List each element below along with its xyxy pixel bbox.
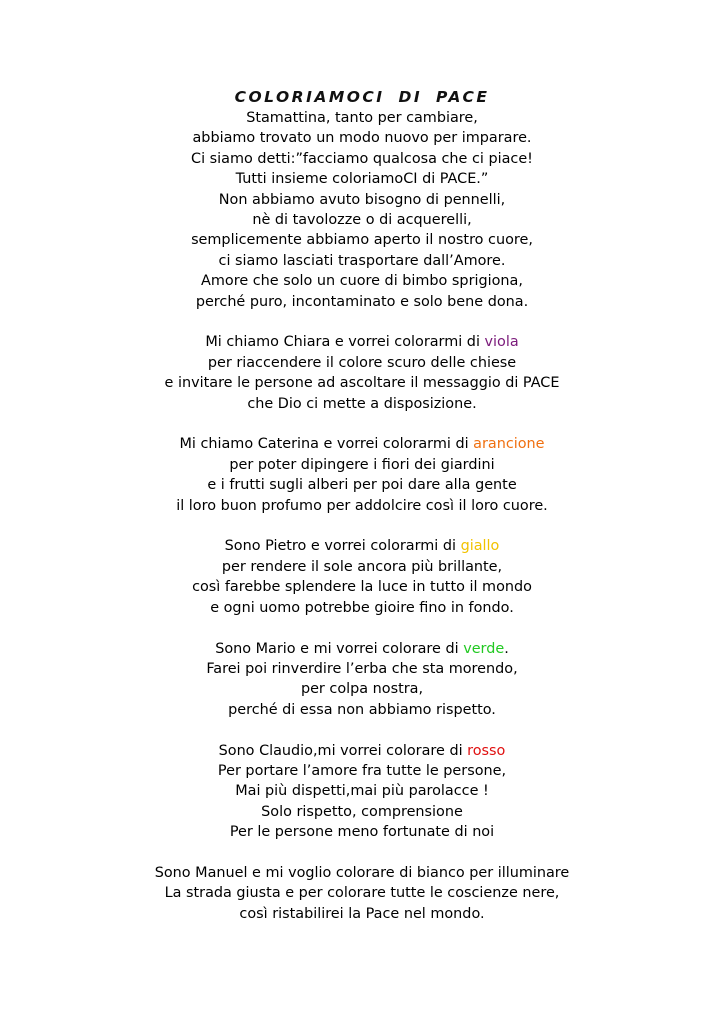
poem-title: COLORIAMOCI DI PACE <box>234 88 490 106</box>
color-word-giallo: giallo <box>460 538 500 555</box>
stanza-pietro <box>0 536 724 618</box>
poem-line: Sono Manuel e mi voglio colorare di bianco per illuminare <box>154 864 570 881</box>
poem-line: che Dio ci mette a disposizione. <box>247 395 477 412</box>
poem-line: per poter dipingere i fiori dei giardini <box>229 456 495 473</box>
poem-line: Per le persone meno fortunate di noi <box>229 824 495 841</box>
line-text: Mi chiamo Chiara e vorrei colorarmi di <box>205 334 485 351</box>
line-text: . <box>504 640 509 657</box>
poem-line: Stamattina, tanto per cambiare, <box>246 110 478 126</box>
poem-line <box>0 639 724 659</box>
poem-line: semplicemente abbiamo aperto il nostro cuore, <box>191 232 533 249</box>
poem-line: Per portare l’amore fra tutte le persone, <box>217 762 507 779</box>
stanza-caterina <box>0 434 724 516</box>
stanza-intro <box>0 108 724 312</box>
poem-line: Solo rispetto, comprensione <box>261 803 463 820</box>
poem-line: Mai più dispetti,mai più parolacce ! <box>235 783 489 800</box>
poem-line <box>0 332 724 352</box>
poem-line: perché puro, incontaminato e solo bene dona. <box>195 293 529 310</box>
poem-line: La strada giusta e per colorare tutte le coscienze nere, <box>164 885 560 902</box>
color-word-verde: verde <box>463 640 505 657</box>
poem-line: abbiamo trovato un modo nuovo per imparare. <box>192 130 532 147</box>
poem-line: per colpa nostra, <box>300 681 424 698</box>
poem-line <box>0 536 724 556</box>
poem-line: per rendere il sole ancora più brillante, <box>221 558 503 575</box>
poem-line: così ristabilirei la Pace nel mondo. <box>239 905 485 922</box>
line-text: Sono Claudio,mi vorrei colorare di <box>218 742 468 759</box>
poem-line: e ogni uomo potrebbe gioire fino in fondo. <box>210 599 514 616</box>
line-text: Sono Mario e mi vorrei colorare di <box>215 640 464 657</box>
poem-line: Non abbiamo avuto bisogno di pennelli, <box>218 191 506 208</box>
poem-line: nè di tavolozze o di acquerelli, <box>252 212 472 229</box>
stanza-claudio <box>0 741 724 843</box>
poem-line: così farebbe splendere la luce in tutto il mondo <box>192 579 532 596</box>
stanza-manuel <box>0 863 724 924</box>
poem <box>0 86 724 945</box>
color-word-viola: viola <box>484 334 519 351</box>
color-word-rosso: rosso <box>467 742 506 759</box>
poem-line <box>0 434 724 454</box>
line-text: Mi chiamo Caterina e vorrei colorarmi di <box>179 436 474 453</box>
poem-line: Ci siamo detti:”facciamo qualcosa che ci piace! <box>191 150 533 167</box>
poem-line: e i frutti sugli alberi per poi dare alla gente <box>207 477 517 494</box>
poem-line <box>0 741 724 761</box>
poem-line: ci siamo lasciati trasportare dall’Amore. <box>218 252 506 269</box>
poem-line: per riaccendere il colore scuro delle chiese <box>207 354 517 371</box>
line-text: Sono Pietro e vorrei colorarmi di <box>224 538 461 555</box>
poem-line: Tutti insieme coloriamoCI di PACE.” <box>235 171 489 188</box>
poem-line: il loro buon profumo per addolcire così il loro cuore. <box>176 497 548 514</box>
poem-line: e invitare le persone ad ascoltare il messaggio di PACE <box>164 375 560 392</box>
poem-line: Farei poi rinverdire l’erba che sta morendo, <box>206 660 518 677</box>
stanza-chiara <box>0 332 724 414</box>
color-word-arancione: arancione <box>473 436 545 453</box>
stanza-mario <box>0 639 724 721</box>
poem-line: perché di essa non abbiamo rispetto. <box>228 701 496 718</box>
poem-line: Amore che solo un cuore di bimbo sprigiona, <box>201 273 523 290</box>
